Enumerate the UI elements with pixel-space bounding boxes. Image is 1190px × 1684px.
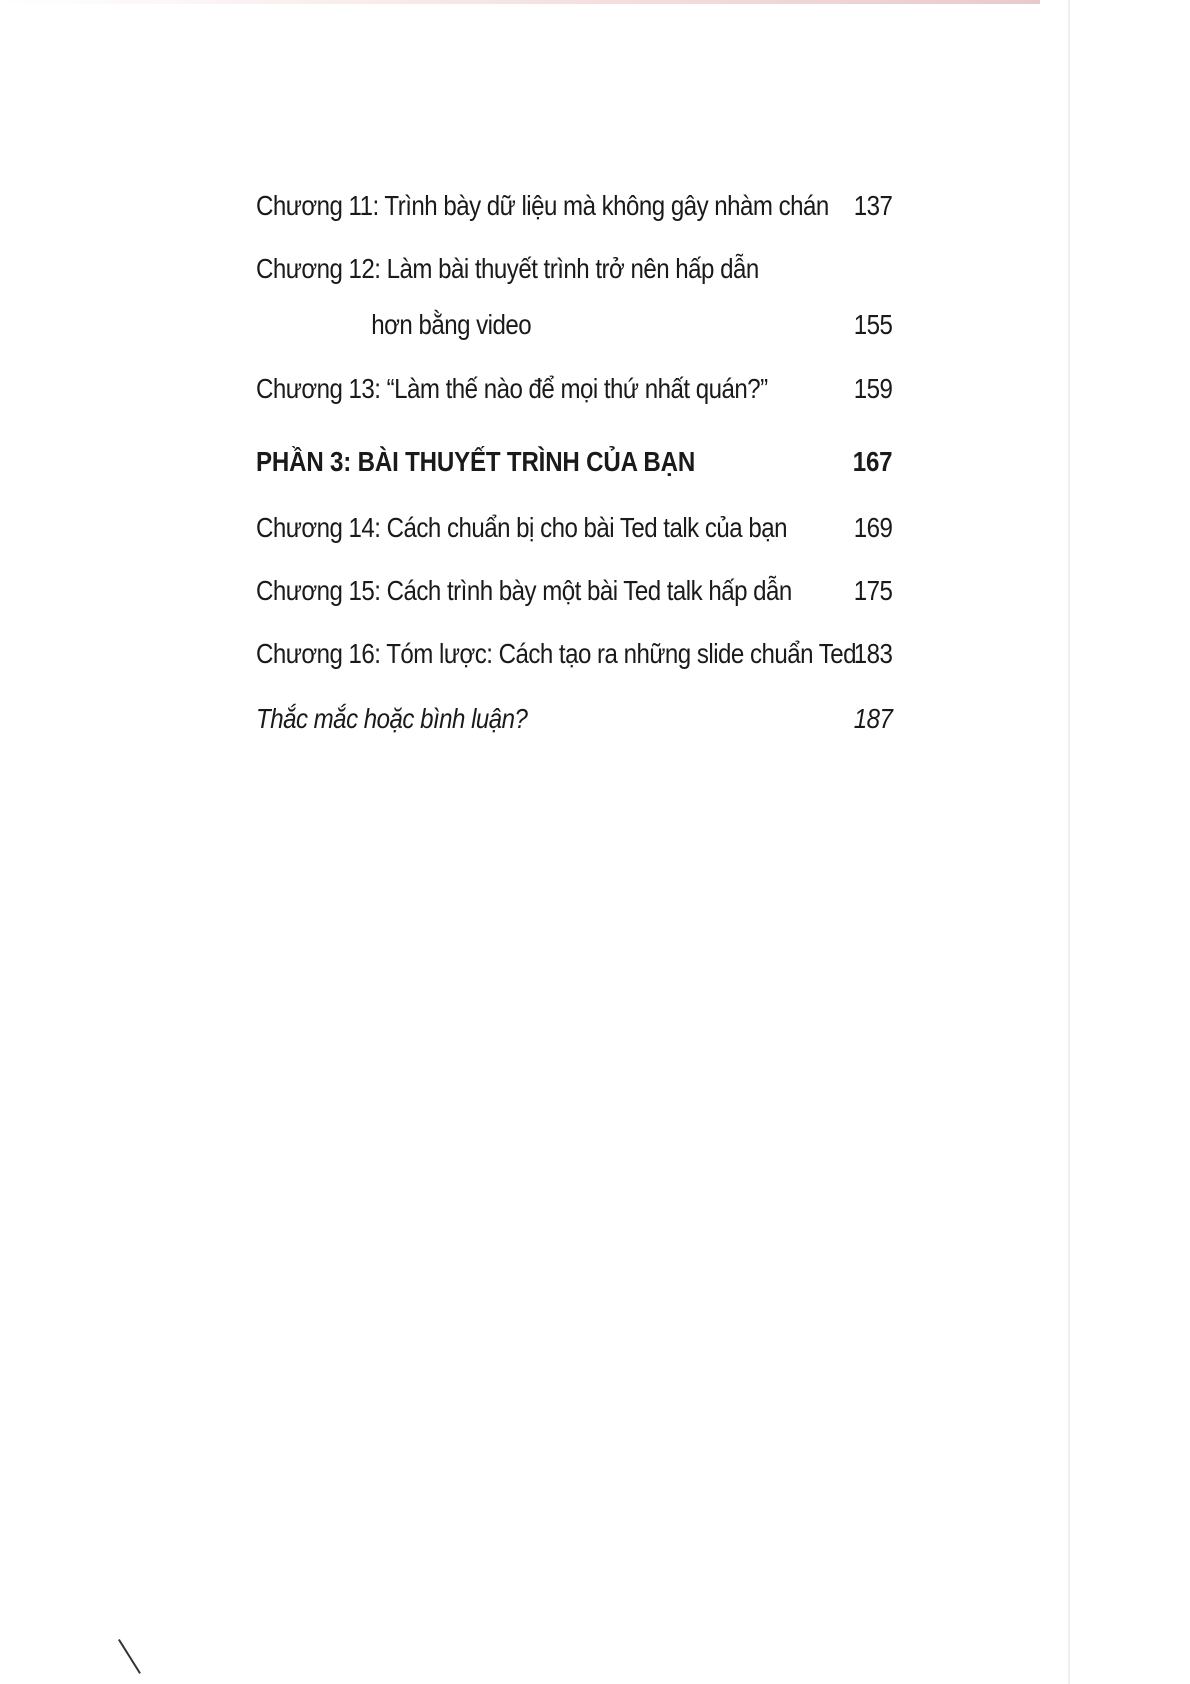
toc-entry-page: 187 (853, 703, 893, 734)
scan-mark (118, 1639, 141, 1674)
toc-entry-chapter-15 (256, 571, 892, 611)
toc-entry-label: Chương 14: Cách chuẩn bị cho bài Ted talk của bạn (256, 512, 787, 543)
toc-entry-page: 155 (853, 309, 893, 340)
toc-entry-label: Chương 11: Trình bày dữ liệu mà không gây nhàm chán (256, 190, 829, 221)
toc-entry-label: Chương 13: “Làm thế nào để mọi thứ nhất quán?” (256, 373, 768, 404)
toc-entry-chapter-16 (256, 634, 892, 674)
toc-entry-label: Chương 12: Làm bài thuyết trình trở nên hấp dẫn (256, 253, 759, 284)
toc-entry-page: 175 (853, 575, 893, 606)
toc-entry-page: 159 (853, 373, 893, 404)
toc-entry-page: 183 (853, 638, 893, 669)
toc-entry-chapter-11 (256, 186, 892, 226)
toc-entry-chapter-14 (256, 508, 892, 548)
toc-entry-questions (256, 699, 892, 739)
toc-entry-page: 167 (852, 446, 893, 477)
toc-entry-label: Thắc mắc hoặc bình luận? (256, 703, 528, 734)
toc-entry-label: PHẦN 3: BÀI THUYẾT TRÌNH CỦA BẠN (256, 446, 696, 477)
toc-entry-label: hơn bằng video (371, 309, 532, 340)
toc-entry-part-3 (256, 442, 892, 482)
page-top-edge (0, 0, 1040, 4)
toc-entry-page: 137 (853, 190, 893, 221)
toc-entry-chapter-12-continued (256, 305, 892, 345)
toc-entry-chapter-13 (256, 369, 892, 409)
page-right-edge (1068, 0, 1070, 1684)
toc-entry-label: Chương 16: Tóm lược: Cách tạo ra những slide chuẩn Ted (256, 638, 857, 669)
toc-entry-chapter-12 (256, 249, 892, 289)
toc-entry-label: Chương 15: Cách trình bày một bài Ted talk hấp dẫn (256, 575, 792, 606)
toc-entry-page: 169 (853, 512, 893, 543)
